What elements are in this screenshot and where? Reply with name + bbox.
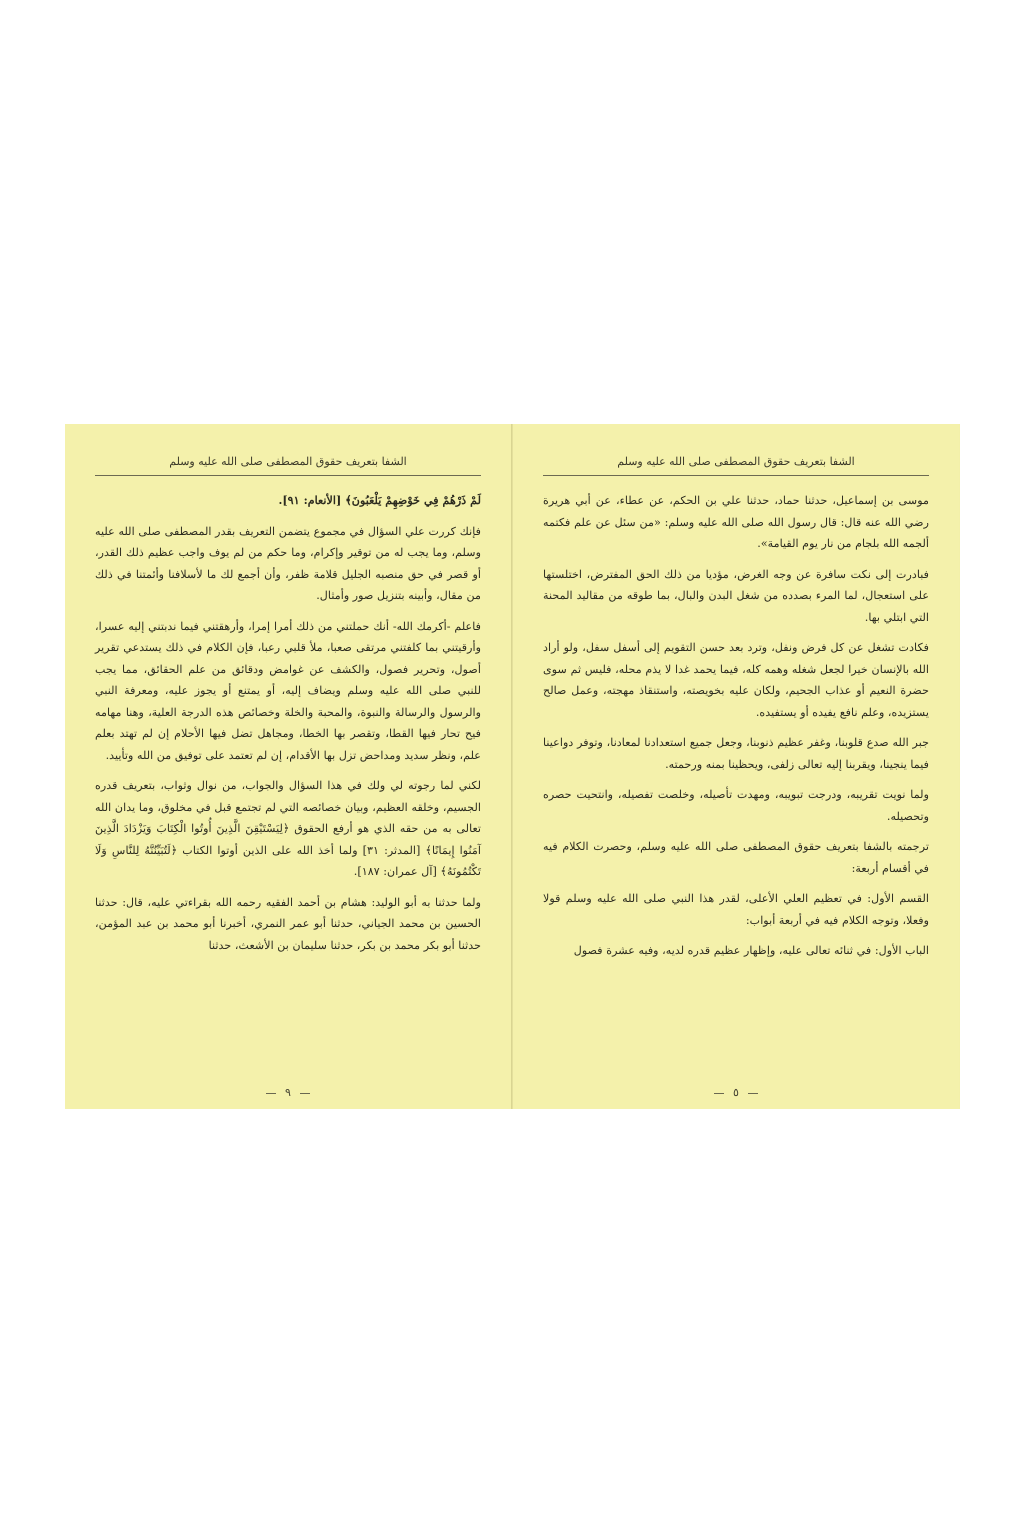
paragraph: فبادرت إلى نكت سافرة عن وجه الغرض، مؤديا من ذلك الحق المفترض، اختلستها على استعجال، لما المرء بصدده من شغل البدن والبال، بما طوقه من مقاليد المحنة التي ابتلي بها. xyxy=(543,567,929,624)
left-page xyxy=(65,424,512,1109)
running-header: الشفا بتعريف حقوق المصطفى صلى الله عليه وسلم xyxy=(95,454,481,476)
page-number-dash xyxy=(714,1093,724,1094)
paragraph: ترجمته بالشفا بتعريف حقوق المصطفى صلى الله عليه وسلم، وحصرت الكلام فيه في أقسام أربعة: xyxy=(543,840,929,875)
page-number-dash xyxy=(748,1093,758,1094)
paragraph: جبر الله صدع قلوبنا، وغفر عظيم ذنوبنا، وجعل جميع استعدادنا لمعادنا، وتوفر دواعينا فيما ينجينا، ويقربنا إليه تعالى زلفى، ويحظينا بمنه ورحمته. xyxy=(543,736,929,771)
paragraph: فكادت تشغل عن كل فرض ونفل، وترد بعد حسن التقويم إلى أسفل سفل، ولو أراد الله بالإنسان خيرا لجعل شغله وهمه كله، فيما يحمد غدا لا يذم محله، فليس ثم سوى حضرة النعيم أو عذاب الجحيم، ولكان عليه بخويصته، واستنقاذ مهجته، وعمل صالح يستزيده، وعلم نافع يفيده أو يستفيده. xyxy=(543,641,929,719)
paragraph: ولما نويت تقريبه، ودرجت تبويبه، ومهدت تأصيله، وخلصت تفصيله، وانتحيت حصره وتحصيله. xyxy=(543,788,929,823)
paragraph: فاعلم -أكرمك الله- أنك حملتني من ذلك أمرا إمرا، وأرهقتني فيما ندبتني إليه عسرا، وأرقيتني بما كلفتني مرتقى صعبا، ملأ قلبي رعبا، فإن الكلام في ذلك يستدعي تقرير أصول، وتحرير فصول، والكشف عن غوامض ودقائق من علم الحقائق، مما يجب للنبي صلى الله عليه وسلم ويضاف إليه، أو يمتنع أو يجوز عليه، ومعرفة النبي والرسول والرسالة والنبوة، والمحبة والخلة وخصائص هذه الدرجة العلية، وهنا مهامه فيح تحار فيها القطا، وتقصر بها الخطا، ومجاهل تضل فيها الأحلام إن لم تهتد بعلم علم، ونظر سديد ومداحض تزل بها الأقدام، إن لم تعتمد على توفيق من الله وتأييد. xyxy=(95,619,481,762)
paragraph: فإنك كررت علي السؤال في مجموع يتضمن التعريف بقدر المصطفى صلى الله عليه وسلم، وما يجب له من توقير وإكرام، وما حكم من لم يوف واجب عظيم ذلك القدر، أو قصر في حق منصبه الجليل قلامة ظفر، وأن أجمع لك ما لأسلافنا وأئمتنا في ذلك من مقال، وأبينه بتنزيل صور وأمثال. xyxy=(95,524,481,602)
paragraph: ولما حدثنا به أبو الوليد: هشام بن أحمد الفقيه رحمه الله بقراءتي عليه، قال: حدثنا الحسين بن محمد الجياني، حدثنا أبو عمر النمري، أخبرنا أبو محمد بن عبد المؤمن، حدثنا أبو بكر محمد بن بكر، حدثنا سليمان بن الأشعث، حدثنا xyxy=(95,895,481,952)
paragraph: القسم الأول: في تعظيم العلي الأعلى، لقدر هذا النبي صلى الله عليه وسلم قولا وفعلا، وتوجه الكلام فيه في أربعة أبواب: xyxy=(543,892,929,927)
page-number xyxy=(65,1086,511,1099)
right-page xyxy=(512,424,959,1109)
book-spread xyxy=(65,424,960,1109)
page-number-value: ٥ xyxy=(733,1086,739,1099)
paragraph: موسى بن إسماعيل، حدثنا حماد، حدثنا علي بن الحكم، عن عطاء، عن أبي هريرة رضي الله عنه قال: قال رسول الله صلى الله عليه وسلم: «من سئل عن علم فكتمه ألجمه الله بلجام من نار يوم القيامة». xyxy=(543,494,929,550)
page-number-dash xyxy=(300,1093,310,1094)
page-number-dash xyxy=(266,1093,276,1094)
quran-verse-line: لَمْ ذَرْهُمْ فِي خَوْضِهِمْ يَلْعَبُونَ﴾ [الأنعام: ٩١]. xyxy=(278,493,481,507)
paragraph: لكني لما رجوته لي ولك في هذا السؤال والجواب، من نوال وثواب، بتعريف قدره الجسيم، وخلقه العظيم، وبيان خصائصه التي لم تجتمع قبل في مخلوق، وما يدان الله تعالى به من حقه الذي هو أرفع الحقوق ﴿لِيَسْتَيْقِنَ الَّذِينَ أُوتُوا الْكِتَابَ وَيَزْدَادَ الَّذِينَ آمَنُوا إِيمَانًا﴾ [المدثر: ٣١] ولما أخذ الله على الذين أوتوا الكتاب ﴿لَتُبَيِّنُنَّهُ لِلنَّاسِ وَلَا تَكْتُمُونَهُ﴾ [آل عمران: ١٨٧]. xyxy=(95,779,481,878)
page-number-value: ٩ xyxy=(285,1086,291,1099)
page-number xyxy=(513,1086,959,1099)
paragraph: الباب الأول: في ثنائه تعالى عليه، وإظهار عظيم قدره لديه، وفيه عشرة فصول xyxy=(573,944,929,957)
running-header: الشفا بتعريف حقوق المصطفى صلى الله عليه وسلم xyxy=(543,454,929,476)
